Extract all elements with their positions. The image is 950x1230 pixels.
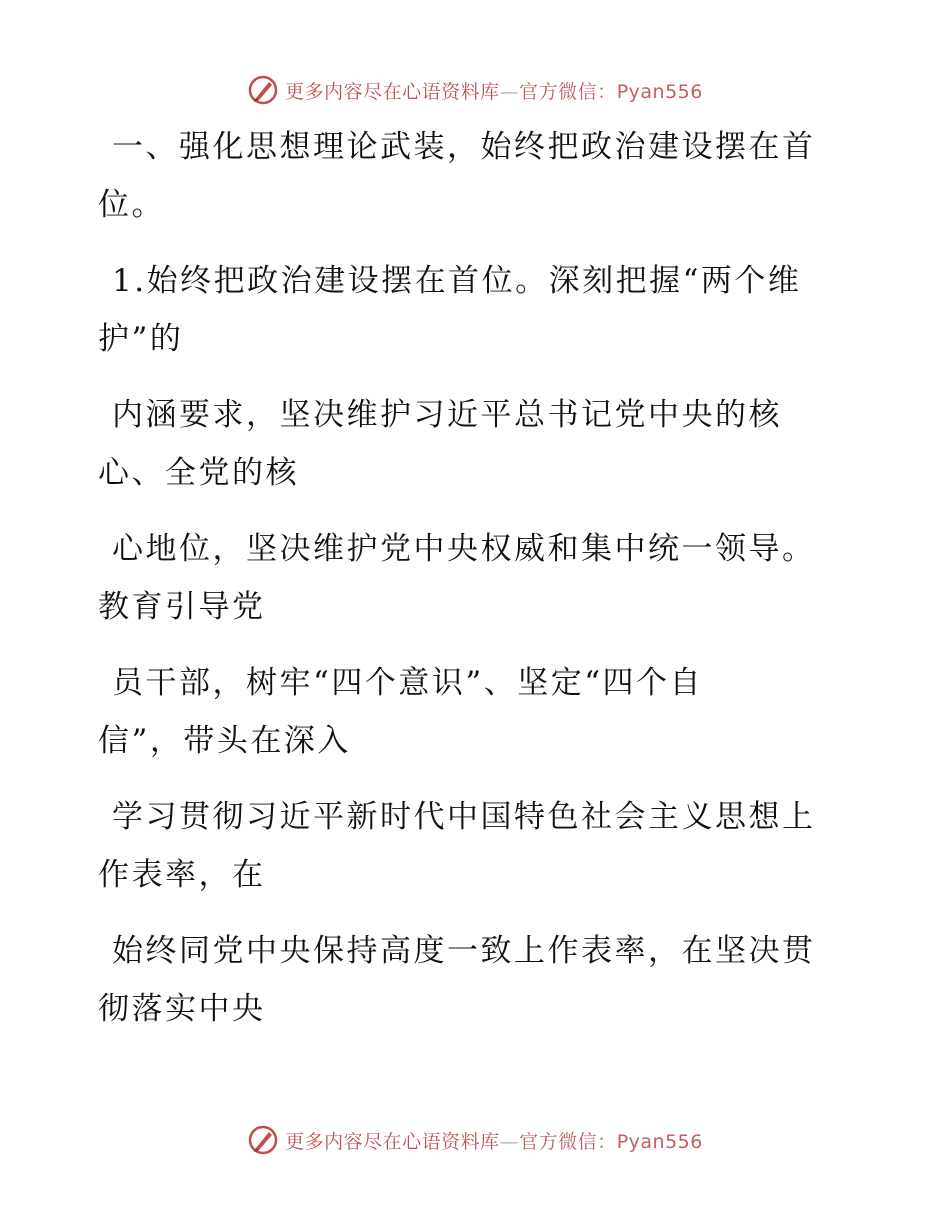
- paragraph-line: 心地位，坚决维护党中央权威和集中统一领导。: [112, 531, 816, 567]
- paragraph-line: 心、全党的核: [98, 455, 299, 491]
- header-banner: [0, 70, 950, 110]
- paragraph-line: 护”的: [98, 321, 184, 357]
- paragraph: [98, 788, 898, 904]
- paragraph-line: 信”，带头在深入: [98, 723, 351, 759]
- paragraph-line: 作表率，在: [98, 857, 266, 893]
- header-contact-label: 官方微信：: [519, 80, 617, 103]
- paragraph-line: 教育引导党: [98, 589, 266, 625]
- paragraph: [98, 922, 898, 1038]
- paragraph-line: 始终同党中央保持高度一致上作表率，在坚决贯: [112, 933, 816, 969]
- paragraph: [98, 386, 898, 502]
- header-text: [285, 77, 703, 104]
- paragraph: [98, 654, 898, 770]
- paragraph-line: 1.始终把政治建设摆在首位。深刻把握“两个维: [112, 263, 802, 299]
- paragraph-line: 员干部，树牢“四个意识”、坚定“四个自: [112, 665, 704, 701]
- paragraph-line: 学习贯彻习近平新时代中国特色社会主义思想上: [112, 799, 816, 835]
- footer-wechat-id: Pyan556: [616, 1130, 703, 1153]
- quill-pen-logo-icon: [247, 74, 279, 106]
- paragraph-line: 彻落实中央: [98, 991, 266, 1027]
- footer-text: [285, 1127, 703, 1154]
- paragraph-line: 位。: [98, 187, 165, 223]
- footer-brand-text: 更多内容尽在心语资料库: [285, 1130, 500, 1153]
- paragraph-line: 一、强化思想理论武装，始终把政治建设摆在首: [112, 129, 816, 165]
- footer-contact-label: 官方微信：: [519, 1130, 617, 1153]
- footer-banner: [0, 1120, 950, 1160]
- quill-pen-logo-icon: [247, 1124, 279, 1156]
- paragraph-line: 内涵要求，坚决维护习近平总书记党中央的核: [112, 397, 782, 433]
- paragraph: [98, 118, 898, 234]
- paragraph: [98, 520, 898, 636]
- header-wechat-id: Pyan556: [616, 80, 703, 103]
- footer-dash: —: [499, 1130, 520, 1153]
- paragraph: [98, 252, 898, 368]
- header-brand-text: 更多内容尽在心语资料库: [285, 80, 500, 103]
- document-body: [98, 118, 898, 1056]
- header-dash: —: [499, 80, 520, 103]
